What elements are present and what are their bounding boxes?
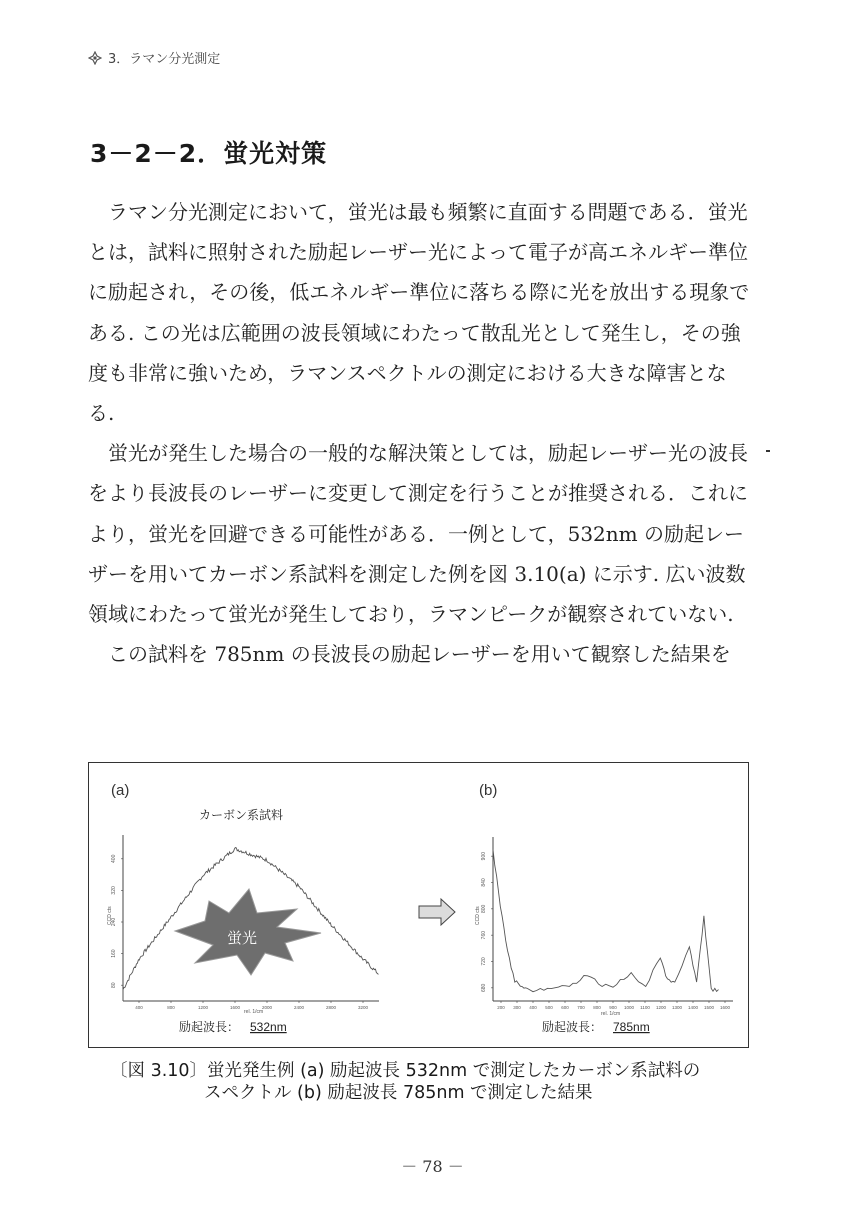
panel-b-y-tick-label: 900 [481,851,487,861]
panel-b-x-tick-label: 400 [529,1005,537,1010]
panel-b-x-tick-label: 1500 [703,1005,715,1010]
figure-canvas [89,763,750,1049]
panel-b-x-tick-label: 800 [593,1005,601,1010]
panel-a-x-tick-label: 1200 [197,1005,209,1010]
page-number: － 78 － [401,1157,464,1176]
panel-b-x-tick-label: 1600 [719,1005,731,1010]
panel-a-y-tick-label: 240 [111,917,117,927]
panel-b-x-tick-label: 900 [609,1005,617,1010]
panel-b-x-tick-label: 700 [577,1005,585,1010]
panel-b-spectrum-line [493,850,719,992]
panel-a-y-tick-label: 80 [111,982,117,988]
panel-b-excitation-value: 785nm [613,1020,650,1034]
right-arrow-icon [419,899,455,925]
panel-a-chart [107,835,379,1034]
panel-a-label: (a) [111,782,130,799]
panel-b-x-ticks [497,1001,730,1010]
panel-a-x-tick-label: 800 [167,1005,175,1010]
panel-a-y-tick-label: 400 [111,854,117,863]
ornament-icon [88,51,102,65]
panel-b-excitation-prefix: 励起波長： [542,1020,603,1034]
caption-line-1: 〔図 3.10〕蛍光発生例 (a) 励起波長 532nm で測定したカーボン系試料の [110,1061,701,1081]
paragraph: 蛍光が発生した場合の一般的な解決策としては，励起レーザー光の波長をより長波長のレーザーに変更して測定を行うことが推奨される．これにより，蛍光を回避できる可能性がある．一例として，532nm の励起レーザーを用いてカーボン系試料を測定した例を図 3.10(a) に示す. 広い波数領域にわたって蛍光が発生しており，ラマンピークが観察されていない. [88,441,748,627]
panel-b-x-tick-label: 1400 [687,1005,699,1010]
panel-b-y-tick-label: 720 [481,957,487,966]
panel-a-x-tick-label: 2800 [325,1005,337,1010]
panel-b-y-tick-label: 800 [481,904,487,914]
panel-a-xlabel: rel. 1/cm [244,1009,264,1015]
paragraph: ラマン分光測定において，蛍光は最も頻繁に直面する問題である．蛍光とは，試料に照射された励起レーザー光によって電子が高エネルギー準位に励起され，その後，低エネルギー準位に落ちる際に光を放出する現象である. この光は広範囲の波長領域にわたって散乱光として発生し，その強度も非常に強いため，ラマンスペクトルの測定における大きな障害となる. [88,200,750,426]
sample-label: カーボン系試料 [199,808,284,822]
panel-b-x-tick-label: 1300 [671,1005,683,1010]
panel-b-x-tick-label: 300 [513,1005,521,1010]
panel-a-x-tick-label: 2000 [261,1005,273,1010]
panel-b-y-ticks [481,852,493,992]
paragraph: この試料を 785nm の長波長の励起レーザーを用いて観察した結果を [108,642,731,667]
panel-a-y-tick-label: 320 [111,886,117,895]
panel-b-x-tick-label: 200 [497,1005,505,1010]
panel-b-y-tick-label: 840 [481,878,487,887]
caption-line-2: スペクトル (b) 励起波長 785nm で測定した結果 [204,1083,593,1103]
panel-b-y-tick-label: 760 [481,930,487,940]
panel-b-x-tick-label: 500 [545,1005,553,1010]
panel-b-ylabel: CCD cts [475,906,481,925]
panel-b-chart [475,837,733,1034]
panel-a-ylabel: CCD cts [107,906,113,925]
burst-label: 蛍光 [227,930,258,947]
panel-b-x-tick-label: 1000 [623,1005,635,1010]
panel-a-x-tick-label: 400 [135,1005,143,1010]
body-text [88,192,752,674]
panel-a-excitation-prefix: 励起波長： [179,1020,240,1034]
section-title: 3－2－2．蛍光対策 [90,139,328,168]
panel-b-x-tick-label: 1200 [655,1005,667,1010]
panel-a-excitation-value: 532nm [250,1020,287,1034]
panel-b-xlabel: rel. 1/cm [601,1011,621,1017]
panel-a-x-tick-label: 3200 [357,1005,369,1010]
panel-a-y-tick-label: 160 [111,949,117,958]
panel-b-y-tick-label: 680 [481,983,487,993]
panel-b-x-tick-label: 600 [561,1005,569,1010]
figure-3-10 [88,762,749,1048]
panel-b-label: (b) [479,782,498,799]
header-text: 3．ラマン分光測定 [108,52,221,67]
panel-b-x-tick-label: 1100 [640,1005,650,1010]
panel-a-x-tick-label: 1600 [229,1005,241,1010]
figure-caption [110,1060,770,1104]
running-header [88,48,220,67]
panel-a-x-tick-label: 2400 [293,1005,305,1010]
margin-mark [766,450,770,452]
